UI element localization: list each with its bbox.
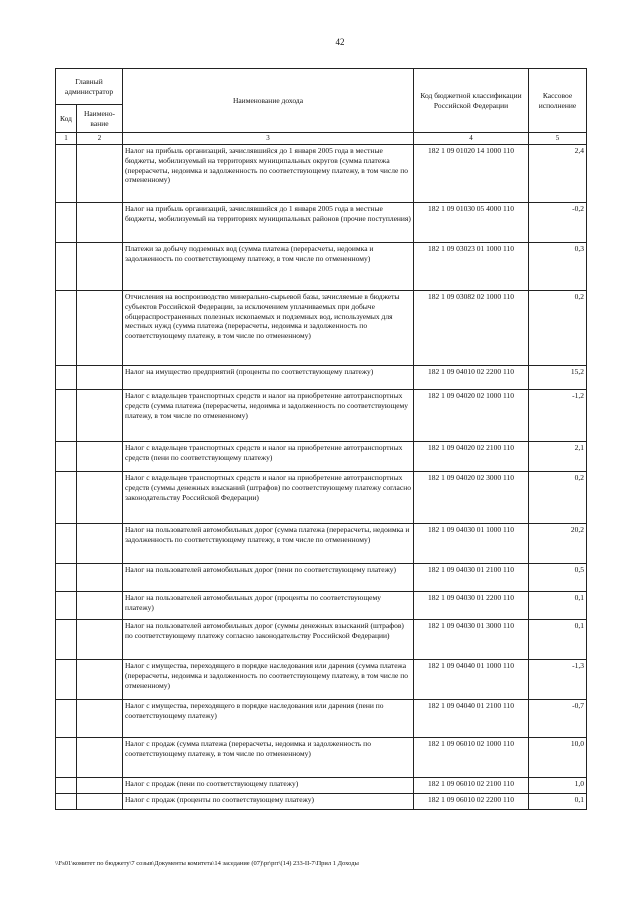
admin-name-cell (77, 366, 123, 390)
budget-code-header: Код бюджетной классификации Российской Федерации (414, 69, 529, 133)
table-row (56, 442, 587, 472)
budget-code-cell: 182 1 09 06010 02 1000 110 (414, 738, 529, 778)
admin-name-cell (77, 291, 123, 366)
income-table (55, 68, 587, 810)
income-name-cell: Налог с имущества, переходящего в порядке наследования или дарения (пени по соответствующему платежу) (123, 700, 414, 738)
table-row (56, 592, 587, 620)
budget-code-cell: 182 1 09 04010 02 2200 110 (414, 366, 529, 390)
page-number: 42 (335, 37, 345, 47)
table-row (56, 620, 587, 660)
budget-code-cell: 182 1 09 01020 14 1000 110 (414, 145, 529, 203)
admin-code-cell (56, 203, 77, 243)
amount-cell: 15,2 (529, 366, 587, 390)
amount-cell: 0,3 (529, 243, 587, 291)
code-header: Код (56, 105, 77, 133)
amount-cell: 0,1 (529, 592, 587, 620)
admin-name-cell (77, 794, 123, 810)
income-name-cell: Налог с владельцев транспортных средств и налог на приобретение автотранспортных средств (пени по соответствующему платежу) (123, 442, 414, 472)
admin-code-cell (56, 700, 77, 738)
income-name-cell: Налог с владельцев транспортных средств и налог на приобретение автотранспортных средств (сумма платежа (перерасчеты, недоимка и задолженность по соответствующему платежу, в том числе по отмененному) (123, 390, 414, 442)
budget-code-cell: 182 1 09 03082 02 1000 110 (414, 291, 529, 366)
admin-name-cell (77, 620, 123, 660)
admin-name-cell (77, 564, 123, 592)
income-name-cell: Налог с имущества, переходящего в порядке наследования или дарения (сумма платежа (перерасчеты, недоимка и задолженность по соответствующему платежу, в том числе по отмененному) (123, 660, 414, 700)
amount-cell: 2,1 (529, 442, 587, 472)
admin-code-cell (56, 390, 77, 442)
table-row (56, 390, 587, 442)
amount-cell: 2,4 (529, 145, 587, 203)
name-short-header: Наимено-вание (77, 105, 123, 133)
budget-code-cell: 182 1 09 04040 01 2100 110 (414, 700, 529, 738)
table-row (56, 660, 587, 700)
admin-name-cell (77, 442, 123, 472)
budget-code-cell: 182 1 09 01030 05 4000 110 (414, 203, 529, 243)
amount-cell: 0,2 (529, 472, 587, 524)
income-name-header: Наименование дохода (123, 69, 414, 133)
column-number: 1 (56, 133, 77, 145)
amount-cell: 0,1 (529, 620, 587, 660)
amount-cell: 0,2 (529, 291, 587, 366)
income-name-cell: Налог на прибыль организаций, зачислявшийся до 1 января 2005 года в местные бюджеты, мобилизуемый на территориях муниципальных округов (сумма платежа (перерасчеты, недоимка и задолженность по соответствующему платежу, в том числе по отмененному) (123, 145, 414, 203)
amount-cell: 1,0 (529, 778, 587, 794)
admin-name-cell (77, 472, 123, 524)
budget-code-cell: 182 1 09 04030 01 2200 110 (414, 592, 529, 620)
table-row (56, 524, 587, 564)
table-row (56, 203, 587, 243)
table-row (56, 243, 587, 291)
admin-code-cell (56, 620, 77, 660)
admin-code-cell (56, 524, 77, 564)
table-row (56, 366, 587, 390)
income-name-cell: Платежи за добычу подземных вод (сумма платежа (перерасчеты, недоимка и задолженность по соответствующему платежу, в том числе по отмененному) (123, 243, 414, 291)
admin-name-cell (77, 778, 123, 794)
budget-code-cell: 182 1 09 03023 01 1000 110 (414, 243, 529, 291)
column-number: 2 (77, 133, 123, 145)
table-row (56, 472, 587, 524)
income-name-cell: Налог с продаж (проценты по соответствующему платежу) (123, 794, 414, 810)
admin-name-cell (77, 524, 123, 564)
amount-cell: -0,2 (529, 203, 587, 243)
income-name-cell: Налог на пользователей автомобильных дорог (проценты по соответствующему платежу) (123, 592, 414, 620)
admin-code-cell (56, 145, 77, 203)
admin-code-cell (56, 472, 77, 524)
admin-name-cell (77, 390, 123, 442)
budget-code-cell: 182 1 09 04030 01 1000 110 (414, 524, 529, 564)
table-row (56, 145, 587, 203)
income-name-cell: Налог на пользователей автомобильных дорог (сумма платежа (перерасчеты, недоимка и задолженность по соответствующему платежу, в том числе по отмененному) (123, 524, 414, 564)
budget-code-cell: 182 1 09 06010 02 2100 110 (414, 778, 529, 794)
table-row (56, 794, 587, 810)
admin-code-cell (56, 366, 77, 390)
income-name-cell: Налог на имущество предприятий (проценты по соответствующему платежу) (123, 366, 414, 390)
budget-code-cell: 182 1 09 04020 02 1000 110 (414, 390, 529, 442)
admin-name-cell (77, 738, 123, 778)
amount-cell: -1,2 (529, 390, 587, 442)
cash-execution-header: Кассовое исполнение (529, 69, 587, 133)
budget-code-cell: 182 1 09 04040 01 1000 110 (414, 660, 529, 700)
amount-cell: -1,3 (529, 660, 587, 700)
amount-cell: 0,5 (529, 564, 587, 592)
admin-name-cell (77, 660, 123, 700)
admin-code-cell (56, 291, 77, 366)
amount-cell: 10,0 (529, 738, 587, 778)
table-row (56, 738, 587, 778)
admin-code-cell (56, 778, 77, 794)
table-row (56, 564, 587, 592)
budget-code-cell: 182 1 09 04030 01 3000 110 (414, 620, 529, 660)
budget-code-cell: 182 1 09 06010 02 2200 110 (414, 794, 529, 810)
income-name-cell: Налог с продаж (пени по соответствующему платежу) (123, 778, 414, 794)
admin-name-cell (77, 203, 123, 243)
footer-file-path: \\Fs01\комитет по бюджету\7 созыв\Документы комитета\14 заседание (07)\pr\prr\(14) 233-II-7\Прил 1 Доходы (55, 860, 359, 867)
admin-code-cell (56, 442, 77, 472)
table-row (56, 700, 587, 738)
table-row (56, 778, 587, 794)
amount-cell: 20,2 (529, 524, 587, 564)
admin-code-cell (56, 592, 77, 620)
main-admin-header: Главный администратор (56, 69, 123, 105)
budget-code-cell: 182 1 09 04020 02 3000 110 (414, 472, 529, 524)
income-name-cell: Налог на пользователей автомобильных дорог (пени по соответствующему платежу) (123, 564, 414, 592)
table-body (56, 145, 587, 810)
admin-code-cell (56, 564, 77, 592)
income-name-cell: Налог на пользователей автомобильных дорог (суммы денежных взысканий (штрафов) по соответствующему платежу согласно законодательству Российской Федерации) (123, 620, 414, 660)
column-number: 5 (529, 133, 587, 145)
income-name-cell: Отчисления на воспроизводство минерально-сырьевой базы, зачисляемые в бюджеты субъектов Российской Федерации, за исключением уплачиваемых при добыче общераспространенных полезных ископаемых и подземных вод, используемых для местных нужд (сумма платежа (перерасчеты, недоимка и задолженность по соответствующему платежу, в том числе по отмененному) (123, 291, 414, 366)
admin-name-cell (77, 243, 123, 291)
admin-name-cell (77, 700, 123, 738)
amount-cell: -0,7 (529, 700, 587, 738)
admin-code-cell (56, 660, 77, 700)
budget-code-cell: 182 1 09 04020 02 2100 110 (414, 442, 529, 472)
column-number: 3 (123, 133, 414, 145)
income-name-cell: Налог на прибыль организаций, зачислявшийся до 1 января 2005 года в местные бюджеты, мобилизуемый на территориях муниципальных районов (прочие поступления) (123, 203, 414, 243)
admin-name-cell (77, 592, 123, 620)
income-name-cell: Налог с владельцев транспортных средств и налог на приобретение автотранспортных средств (суммы денежных взысканий (штрафов) по соответствующему платежу согласно законодательству Российской Федерации) (123, 472, 414, 524)
admin-name-cell (77, 145, 123, 203)
admin-code-cell (56, 738, 77, 778)
amount-cell: 0,1 (529, 794, 587, 810)
admin-code-cell (56, 794, 77, 810)
income-name-cell: Налог с продаж (сумма платежа (перерасчеты, недоимка и задолженность по соответствующему платежу, в том числе по отмененному) (123, 738, 414, 778)
admin-code-cell (56, 243, 77, 291)
budget-code-cell: 182 1 09 04030 01 2100 110 (414, 564, 529, 592)
table-row (56, 291, 587, 366)
column-number: 4 (414, 133, 529, 145)
